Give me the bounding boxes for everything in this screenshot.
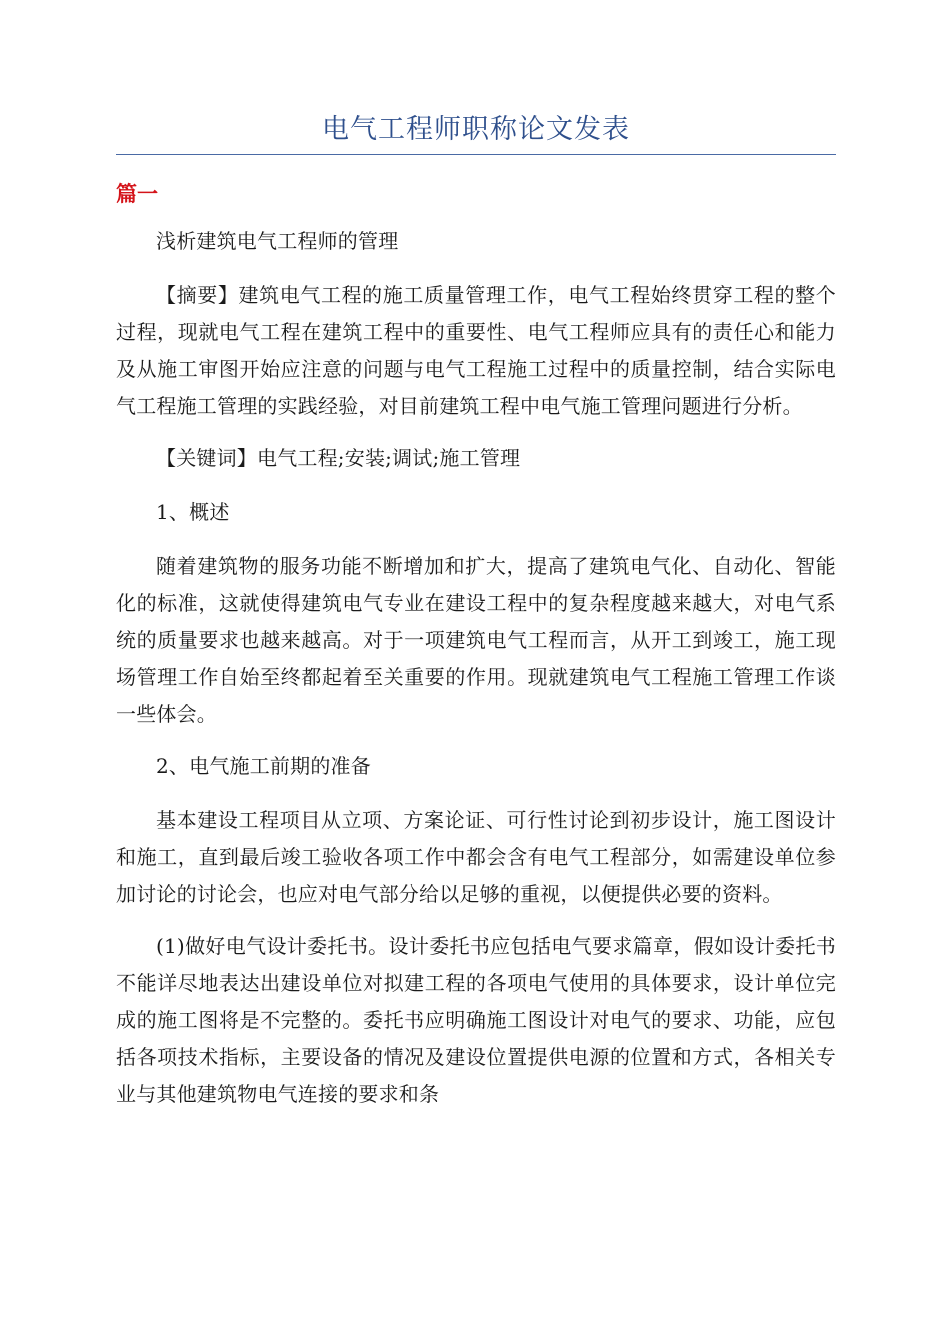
document-page xyxy=(116,110,836,1128)
overview-paragraph: 随着建筑物的服务功能不断增加和扩大，提高了建筑电气化、自动化、智能化的标准，这就使得建筑电气专业在建设工程中的复杂程度越来越大，对电气系统的质量要求也越来越高。对于一项建筑电气工程而言，从开工到竣工，施工现场管理工作自始至终都起着至关重要的作用。现就建筑电气工程施工管理工作谈一些体会。 xyxy=(116,554,836,726)
design-brief-paragraph: (1)做好电气设计委托书。设计委托书应包括电气要求篇章，假如设计委托书不能详尽地表达出建设单位对拟建工程的各项电气使用的具体要求，设计单位完成的施工图将是不完整的。委托书应明确施工图设计对电气的要求、功能，应包括各项技术指标，主要设备的情况及建设位置提供电源的位置和方式，各相关专业与其他建筑物电气连接的要求和条 xyxy=(116,934,836,1106)
abstract-paragraph: 【摘要】建筑电气工程的施工质量管理工作，电气工程始终贯穿工程的整个过程，现就电气工程在建筑工程中的重要性、电气工程师应具有的责任心和能力及从施工审图开始应注意的问题与电气工程施工过程中的质量控制，结合实际电气工程施工管理的实践经验，对目前建筑工程中电气施工管理问题进行分析。 xyxy=(116,283,836,418)
heading-overview: 1、概述 xyxy=(156,500,230,524)
section-heading: 篇一 xyxy=(116,182,158,206)
keywords-paragraph: 【关键词】电气工程;安装;调试;施工管理 xyxy=(156,446,521,470)
preparation-paragraph: 基本建设工程项目从立项、方案论证、可行性讨论到初步设计，施工图设计和施工，直到最后竣工验收各项工作中都会含有电气工程部分，如需建设单位参加讨论的讨论会，也应对电气部分给以足够的重视，以便提供必要的资料。 xyxy=(116,808,836,906)
heading-preparation: 2、电气施工前期的准备 xyxy=(156,754,371,778)
article-title: 浅析建筑电气工程师的管理 xyxy=(156,229,399,253)
document-title: 电气工程师职称论文发表 xyxy=(322,114,630,145)
title-underline xyxy=(116,154,836,155)
